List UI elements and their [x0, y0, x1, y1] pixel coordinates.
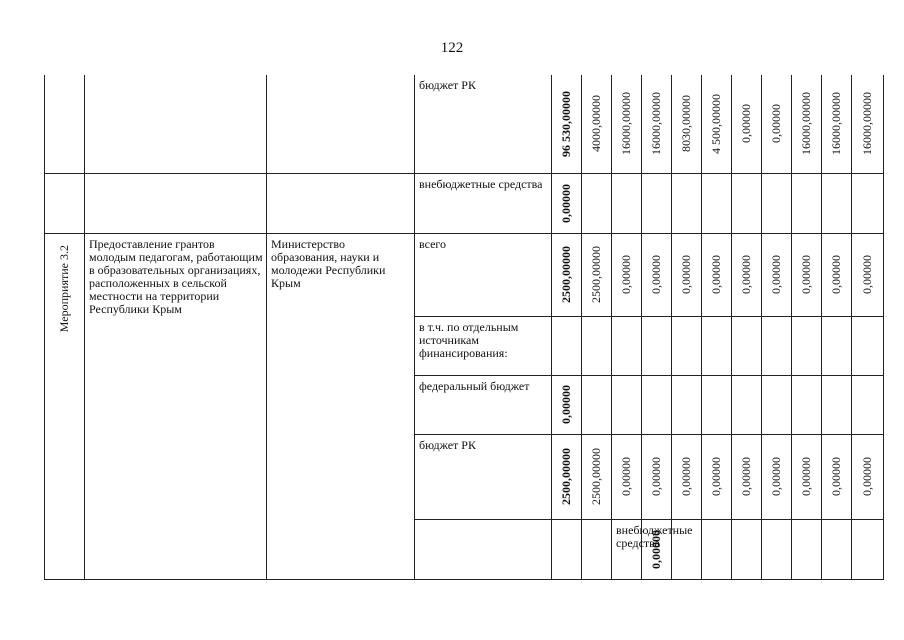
- table-row: [45, 75, 884, 173]
- total-cell: [552, 173, 582, 233]
- year-value-cell: [702, 519, 732, 579]
- total-value: 96 530,00000: [559, 90, 573, 157]
- year-value-cell: [612, 375, 642, 434]
- year-value-cell: [762, 173, 792, 233]
- year-value-cell: [792, 75, 822, 173]
- year-value-cell: [582, 375, 612, 434]
- funding-source: бюджет РК: [415, 75, 552, 173]
- funding-source: федеральный бюджет: [415, 375, 552, 434]
- year-value: 4 500,00000: [709, 93, 723, 154]
- year-value-cell: [732, 173, 762, 233]
- year-value: 0,00000: [769, 104, 783, 144]
- year-value-cell: [702, 316, 732, 375]
- year-value-cell: [732, 375, 762, 434]
- year-value: 0,00000: [739, 255, 753, 294]
- empty-cell: [415, 519, 552, 579]
- year-value-cell: [642, 434, 672, 519]
- total-cell: [552, 233, 582, 316]
- year-value-cell: [642, 233, 672, 316]
- year-value-cell: [612, 316, 642, 375]
- year-value-cell: [642, 316, 672, 375]
- year-value: 2500,00000: [589, 246, 603, 303]
- year-value-cell: [582, 434, 612, 519]
- funding-source: в т.ч. по отдельным источникам финансирования:: [415, 316, 552, 375]
- empty-cell: [267, 75, 415, 173]
- funding-source: бюджет РК: [415, 434, 552, 519]
- year-value: 0,00000: [619, 255, 633, 294]
- year-value-cell: [852, 519, 884, 579]
- year-value-cell: [792, 375, 822, 434]
- year-value-cell: [792, 316, 822, 375]
- year-value-cell: [852, 434, 884, 519]
- year-value-cell: [672, 316, 702, 375]
- year-value-cell: [762, 75, 792, 173]
- total-value: 0,00000: [649, 529, 663, 569]
- year-value-cell: [762, 375, 792, 434]
- year-value-cell: [822, 75, 852, 173]
- empty-cell: [85, 75, 267, 173]
- year-value: 0,00000: [619, 457, 633, 496]
- year-value-cell: [582, 233, 612, 316]
- empty-cell: [45, 173, 85, 233]
- year-value: 0,00000: [739, 104, 753, 144]
- empty-cell: [552, 519, 582, 579]
- year-value-cell: [732, 316, 762, 375]
- year-value-cell: [792, 173, 822, 233]
- year-value: 0,00000: [709, 457, 723, 496]
- year-value-cell: [762, 233, 792, 316]
- year-value: 0,00000: [709, 255, 723, 294]
- year-value-cell: [822, 316, 852, 375]
- year-value-cell: [822, 519, 852, 579]
- year-value-cell: [792, 519, 822, 579]
- empty-cell: [267, 173, 415, 233]
- empty-cell: [45, 75, 85, 173]
- year-value: 0,00000: [649, 255, 663, 294]
- year-value: 0,00000: [860, 457, 874, 496]
- total-value: 0,00000: [559, 385, 573, 424]
- year-value-cell: [822, 434, 852, 519]
- year-value: 16000,00000: [799, 92, 813, 156]
- year-value-cell: [822, 173, 852, 233]
- year-value-cell: [762, 316, 792, 375]
- budget-table: [44, 75, 884, 580]
- total-cell: [552, 375, 582, 434]
- year-value-cell: [732, 434, 762, 519]
- year-value-cell: [732, 233, 762, 316]
- year-value-cell: [612, 173, 642, 233]
- year-value-cell: [702, 173, 732, 233]
- measure-executor: Министерство образования, науки и молодежи Республики Крым: [267, 233, 415, 579]
- year-value-cell: [582, 75, 612, 173]
- empty-cell: [85, 173, 267, 233]
- year-value: 2500,00000: [589, 448, 603, 505]
- year-value: 16000,00000: [860, 92, 874, 156]
- year-value-cell: [642, 375, 672, 434]
- measure-label: Мероприятие 3.2: [57, 244, 71, 332]
- total-cell: [552, 316, 582, 375]
- year-value: 0,00000: [829, 457, 843, 496]
- year-value-cell: [672, 173, 702, 233]
- budget-table-body: [45, 75, 884, 579]
- total-cell: [552, 75, 582, 173]
- year-value-cell: [792, 233, 822, 316]
- year-value-cell: [612, 75, 642, 173]
- year-value-cell: [582, 173, 612, 233]
- year-value: 0,00000: [829, 255, 843, 294]
- table-row: [45, 233, 884, 316]
- year-value-cell: [642, 173, 672, 233]
- empty-cell: [582, 519, 612, 579]
- year-value: 0,00000: [799, 457, 813, 496]
- total-cell: [552, 434, 582, 519]
- year-value: 0,00000: [799, 255, 813, 294]
- year-value-cell: [612, 233, 642, 316]
- total-value: 2500,00000: [559, 448, 573, 505]
- year-value-cell: [672, 434, 702, 519]
- year-value-cell: [702, 434, 732, 519]
- year-value-cell: [852, 375, 884, 434]
- year-value: 0,00000: [679, 255, 693, 294]
- year-value-cell: [732, 519, 762, 579]
- year-value: 0,00000: [739, 457, 753, 496]
- year-value: 4000,00000: [589, 95, 603, 153]
- year-value-cell: [612, 434, 642, 519]
- year-value-cell: [672, 375, 702, 434]
- year-value-cell: [792, 434, 822, 519]
- year-value: 16000,00000: [649, 92, 663, 156]
- measure-description: Предоставление грантов молодым педагогам, работающим в образовательных организациях, расположенных в сельской местности на территории Республики Крым: [85, 233, 267, 579]
- year-value-cell: [762, 434, 792, 519]
- year-value-cell: [852, 316, 884, 375]
- year-value-cell: [582, 316, 612, 375]
- page-number: 122: [440, 40, 464, 56]
- funding-source: внебюджетные средства: [415, 173, 552, 233]
- year-value: 16000,00000: [829, 92, 843, 156]
- year-value-cell: [852, 75, 884, 173]
- funding-source: всего: [415, 233, 552, 316]
- year-value-cell: [852, 173, 884, 233]
- year-value-cell: [702, 375, 732, 434]
- year-value-cell: [822, 375, 852, 434]
- year-value: 0,00000: [769, 255, 783, 294]
- year-value: 8030,00000: [679, 95, 693, 153]
- year-value: 0,00000: [679, 457, 693, 496]
- total-value: 2500,00000: [559, 246, 573, 303]
- funding-source: внебюджетные средства: [612, 519, 642, 579]
- year-value-cell: [642, 75, 672, 173]
- year-value-cell: [702, 233, 732, 316]
- year-value-cell: [732, 75, 762, 173]
- year-value-cell: [852, 233, 884, 316]
- measure-label-cell: [45, 233, 85, 579]
- year-value-cell: [672, 75, 702, 173]
- year-value: 16000,00000: [619, 92, 633, 156]
- year-value-cell: [822, 233, 852, 316]
- year-value: 0,00000: [649, 457, 663, 496]
- year-value: 0,00000: [769, 457, 783, 496]
- year-value-cell: [762, 519, 792, 579]
- year-value-cell: [702, 75, 732, 173]
- year-value-cell: [672, 233, 702, 316]
- table-row: [45, 173, 884, 233]
- year-value: 0,00000: [860, 255, 874, 294]
- total-value: 0,00000: [559, 183, 573, 223]
